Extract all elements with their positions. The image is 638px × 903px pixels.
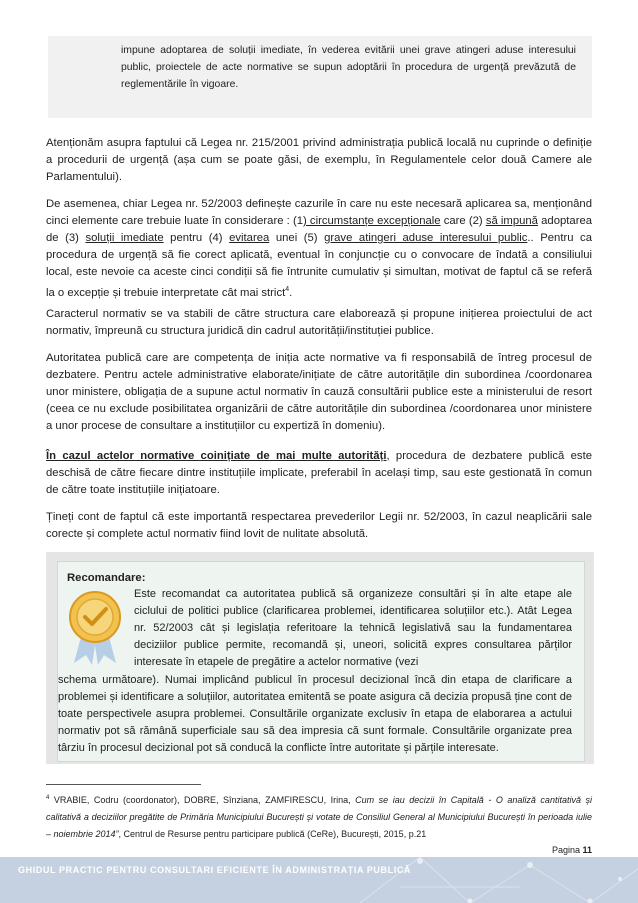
paragraph-5: În cazul actelor normative coinițiate de mai multe autorități, procedura de dezbatere publică este deschisă de către fiecare dintre instituțiile implicate, preferabil în același timp, sau este gestionată în comun de către toate instituțiile inițiatoare.: [46, 450, 592, 496]
recommendation-text: schema următoare). Numai implicând publicul în procesul decizional încă din etapa de clarificare a problemei și identificare a soluțiilor, autoritatea emitentă se poate asigura că decizia propusă ține cont de toate perspectivele asupra problemei. Consultările organizate exclusiv în etapa de elaborarea a actului normativ pot să rămână superficiale sau să dea impresia că sunt formale. Consultările organizate prea târziu în procesul decizional pot să conducă la conflicte între autoritate și părțile interesate.: [58, 674, 572, 754]
award-badge-icon: [66, 589, 124, 667]
quote-box: [48, 36, 592, 118]
recommendation-text-indented: Este recomandat ca autoritatea publică să organizeze consultări și în alte etape ale ciclului de politici publice (clarificarea problemei, identificarea soluțiilor etc.). Atât Legea nr. 52/2003 cât și legislația referitoare la tehnică legislativă sau la fundamentarea deciziilor publice permite, recomandă și, uneori, solicită expres consultarea părților interesate în etapele de pregătire a actelor normative (vezi: [134, 588, 572, 668]
paragraph-2: De asemenea, chiar Legea nr. 52/2003 definește cazurile în care nu este necesară aplicarea sa, menționând cinci elemente care trebuie luate în considerare : (1) circumstanțe excepționale care (2) să impună adoptarea de (3) soluții imediate pentru (4) evitarea unei (5) grave atingeri aduse interesului public.. Pentru ca procedura de urgență să fie corect aplicată, eventual în conjuncție cu o convocare de îndată a consiliului local, este nevoie ca aceste cinci condiții să fie întrunite cumulativ și simultan, motivat de faptul că se referă la o excepție și trebuie interpretate cât mai strict$^4$.: [46, 198, 593, 299]
page-number: Pagina 11: [551, 845, 592, 855]
paragraph-5-heading: În cazul actelor normative coinițiate de mai multe autorități: [46, 450, 387, 462]
paragraph-4: Autoritatea publică care are competența de iniția acte normative va fi responsabilă de întreg procesul de dezbatere. Pentru actele administrative elaborate/inițiate de către autoritățile din subordinea /coordonarea unor ministere, obligația de a supune actul normativ în cauză consultării publice este a ministerului de resort (ceea ce nu exclude posibilitatea organizării de către autoritățile din subordinea /coordonarea unor ministere a unor procese de consultare a instituțiilor cu expertiză în domeniu).: [46, 352, 592, 432]
paragraph-1: Atenționăm asupra faptului că Legea nr. 215/2001 privind administrația publică locală nu cuprinde o definiție a procedurii de urgență (așa cum se poate găsi, de exemplu, în Regulamentele celor două Camere ale Parlamentului).: [46, 137, 592, 183]
footer-title: GHIDUL PRACTIC PENTRU CONSULTARI EFICIENTE ÎN ADMINISTRAȚIA PUBLICĂ: [18, 865, 412, 875]
paragraph-3: Caracterul normativ se va stabili de către structura care elaborează și propune inițierea proiectului de act normativ, împreună cu structura juridică din cadrul autorității/instituției publice.: [46, 308, 592, 337]
footnote-ref: 4: [285, 286, 290, 293]
footnote-separator: [46, 784, 201, 785]
quote-text: impune adoptarea de soluții imediate, în vederea evitării unei grave atingeri aduse interesului public, proiectele de acte normative se supun adoptării în procedura de urgență prevăzută de reglementările în vigoare.: [121, 45, 576, 90]
recommendation-title: Recomandare:: [67, 572, 146, 584]
footer-banner: [0, 857, 638, 903]
paragraph-6: Țineți cont de faptul că este importantă respectarea prevederilor Legii nr. 52/2003, în cazul neaplicării sale corecte și complete actul normativ fiind lovit de nulitate absolută.: [46, 511, 592, 540]
recommendation-box: [46, 552, 594, 764]
footnote: $^4$ VRABIE, Codru (coordonator), DOBRE, Sînziana, ZAMFIRESCU, Irina, Cum se iau decizii în Capitală - O analiză cantitativă și calitativă a deciziilor pregătite de Primăria Municipiului București și votate de Consiliul General al Municipiului București în perioada iulie – noiembrie 2014”, Centrul de Resurse pentru participare publică (CeRe), București, 2015, p.21: [46, 795, 592, 839]
